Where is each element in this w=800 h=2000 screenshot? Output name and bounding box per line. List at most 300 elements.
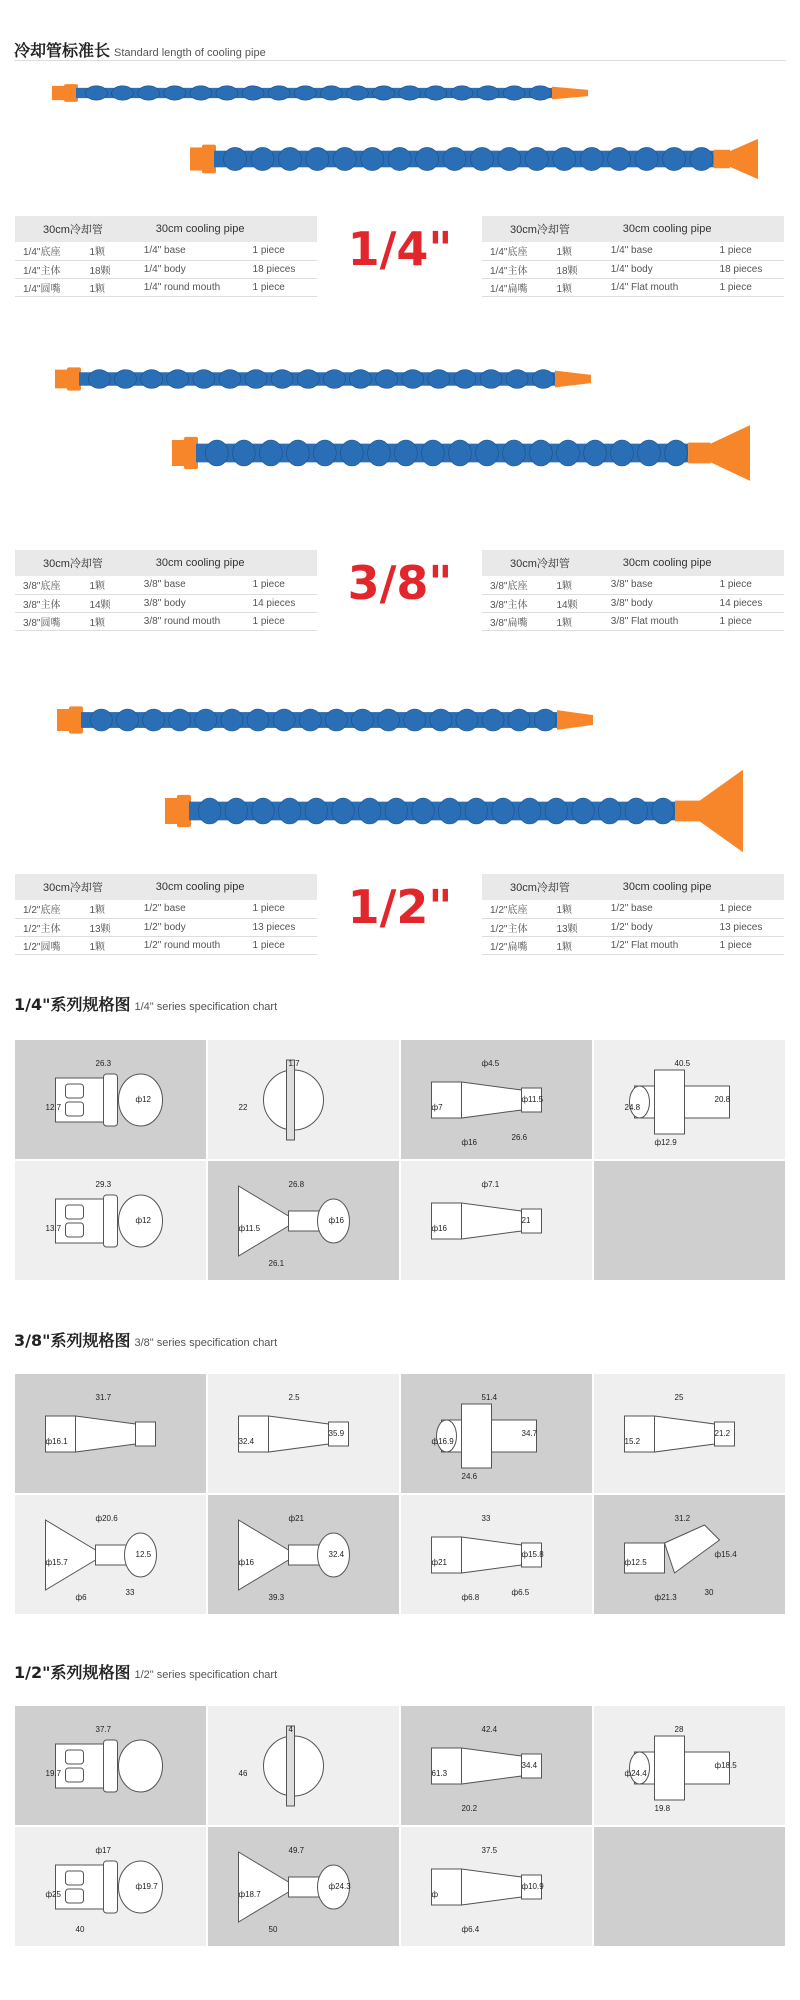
pipe-segment <box>368 440 391 466</box>
table-cell: 1颗 <box>81 612 135 630</box>
pipe-segment <box>242 86 264 100</box>
spec-chart-grid <box>15 1374 785 1614</box>
table-cell: 1颗 <box>548 612 602 630</box>
table-cell: 1/2"底座 <box>15 900 81 918</box>
pipe-segment <box>503 86 525 100</box>
dimension-label: ф6.4 <box>461 1925 480 1934</box>
dimension-label: 21 <box>521 1216 531 1225</box>
drawing-image <box>208 1495 399 1614</box>
dimension-label: 25 <box>674 1393 684 1402</box>
table-cell: 14 pieces <box>245 594 317 612</box>
dimension-label: 13.7 <box>45 1224 62 1233</box>
pipe-flat-quarter <box>190 138 760 184</box>
table-row <box>482 918 784 936</box>
table-row <box>482 576 784 594</box>
table-cell: 1/4"主体 <box>482 260 548 278</box>
pipe-flat-half <box>165 768 745 858</box>
pipe-segment <box>395 440 418 466</box>
base-nut <box>177 795 191 827</box>
pipe-segment <box>278 147 301 170</box>
table-cell: 14颗 <box>81 594 135 612</box>
round-nozzle <box>557 710 593 730</box>
pipe-segment <box>333 147 356 170</box>
pipe-segment <box>350 370 372 389</box>
pipe-segment <box>233 440 256 466</box>
pipe-segment <box>611 440 634 466</box>
drawing-image <box>15 1706 206 1825</box>
spec-drawing <box>401 1040 592 1159</box>
drawing-image <box>401 1040 592 1159</box>
table-cell: 18颗 <box>81 260 135 278</box>
pipe-segment <box>399 86 421 100</box>
nozzle-neck <box>688 443 710 464</box>
pipe-segment <box>352 709 374 731</box>
dimension-label: ф11.5 <box>238 1224 261 1233</box>
table-cell: 1颗 <box>548 576 602 594</box>
table-row <box>15 612 317 630</box>
pipe-segment <box>190 86 212 100</box>
table-cell: 3/8"底座 <box>15 576 81 594</box>
dimension-label: 33 <box>481 1514 491 1523</box>
base-thread <box>57 709 71 731</box>
spec-drawing <box>401 1161 592 1280</box>
dimension-label: 26.6 <box>511 1133 528 1142</box>
drawing-image <box>208 1827 399 1946</box>
pipe-segment <box>662 147 685 170</box>
pipe-segment <box>164 86 186 100</box>
base-thread <box>55 370 69 389</box>
table-header: 30cm cooling pipe <box>136 874 317 900</box>
dimension-label: ф16 <box>328 1216 344 1225</box>
table-row <box>482 594 784 612</box>
dimension-label: ф7 <box>431 1103 443 1112</box>
pipe-segment <box>482 709 504 731</box>
spec-drawing <box>208 1161 399 1280</box>
table-header: 30cm cooling pipe <box>136 216 317 242</box>
base-thread <box>190 147 204 170</box>
base-nut <box>69 706 83 733</box>
table-cell: 1/2"主体 <box>482 918 548 936</box>
table-cell: 1颗 <box>548 900 602 918</box>
dimension-label: ф12 <box>135 1095 151 1104</box>
pipe-segment <box>425 86 447 100</box>
table-cell: 1 piece <box>712 900 784 918</box>
table-cell: 1/2" Flat mouth <box>603 936 712 954</box>
spec-drawing <box>594 1374 785 1493</box>
pipe-segment <box>608 147 631 170</box>
pipe-segment <box>268 86 290 100</box>
pipe-segment <box>508 709 530 731</box>
table-cell: 3/8"圆嘴 <box>15 612 81 630</box>
table-cell: 3/8" Flat mouth <box>603 612 712 630</box>
pipe-segment <box>167 370 189 389</box>
empty-cell <box>594 1827 785 1946</box>
table-row <box>482 242 784 260</box>
table-cell: 3/8" base <box>603 576 712 594</box>
dimension-label: ф16 <box>461 1138 477 1147</box>
dimension-label: ф25 <box>45 1890 61 1899</box>
pipe-segment <box>477 86 499 100</box>
pipe-segment <box>278 798 300 824</box>
table-row <box>482 278 784 296</box>
drawing-image <box>401 1495 592 1614</box>
pipe-segment <box>530 440 553 466</box>
pipe-segment <box>557 440 580 466</box>
table-cell: 1 piece <box>712 278 784 296</box>
pipe-segment <box>665 440 688 466</box>
dimension-label: 34.7 <box>521 1429 538 1438</box>
drawing-image <box>401 1706 592 1825</box>
table-cell: 18 pieces <box>245 260 317 278</box>
table-cell: 1/2"主体 <box>15 918 81 936</box>
dimension-label: 24.6 <box>461 1472 478 1481</box>
pipe-segment <box>225 798 247 824</box>
table-cell: 1颗 <box>548 242 602 260</box>
pipe-segment <box>85 86 107 100</box>
dimension-label: 30 <box>704 1588 714 1597</box>
chart-title: 1/4"系列规格图 1/4" series specification chart <box>14 995 278 1014</box>
pipe-segment <box>193 370 215 389</box>
base-thread <box>52 86 66 100</box>
dimension-label: 1.7 <box>288 1059 300 1068</box>
dimension-label: 40 <box>75 1925 85 1934</box>
table-cell: 1/2"圆嘴 <box>15 936 81 954</box>
table-cell: 1 piece <box>712 936 784 954</box>
spec-drawing <box>401 1374 592 1493</box>
dimension-label: 29.3 <box>95 1180 112 1189</box>
spec-drawing <box>208 1706 399 1825</box>
pipe-segment <box>553 147 576 170</box>
size-label: 3/8" <box>347 556 453 610</box>
dimension-label: 32.4 <box>328 1550 345 1559</box>
table-cell: 3/8"主体 <box>15 594 81 612</box>
dimension-label: ф7.1 <box>481 1180 500 1189</box>
table-cell: 1 piece <box>245 576 317 594</box>
table-cell: 1/4" Flat mouth <box>603 278 712 296</box>
dimension-label: ф16.1 <box>45 1437 68 1446</box>
spec-drawing <box>401 1827 592 1946</box>
pipe-segment <box>465 798 487 824</box>
pipe-round-quarter <box>52 80 592 110</box>
base-nut <box>67 367 81 390</box>
pipe-segment <box>428 370 450 389</box>
pipe-segment <box>224 147 247 170</box>
spec-drawing <box>208 1040 399 1159</box>
pipe-segment <box>294 86 316 100</box>
table-cell: 13 pieces <box>712 918 784 936</box>
dimension-label: 20.8 <box>714 1095 731 1104</box>
pipe-segment <box>305 798 327 824</box>
dimension-label: ф15.8 <box>521 1550 544 1559</box>
table-cell: 1颗 <box>548 278 602 296</box>
empty-cell <box>594 1161 785 1280</box>
dimension-label: ф12 <box>135 1216 151 1225</box>
spec-drawing <box>401 1495 592 1614</box>
pipe-segment <box>198 798 220 824</box>
dimension-label: 15.2 <box>624 1437 641 1446</box>
spec-table-right <box>482 874 784 955</box>
pipe-segment <box>532 370 554 389</box>
dimension-label: ф19.7 <box>135 1882 158 1891</box>
dimension-label: 19.7 <box>45 1769 62 1778</box>
spec-drawing <box>15 1161 206 1280</box>
pipe-segment <box>385 798 407 824</box>
dimension-label: 31.2 <box>674 1514 691 1523</box>
spec-drawing <box>594 1495 785 1614</box>
spec-table-left <box>15 216 317 297</box>
table-cell: 1/4"主体 <box>15 260 81 278</box>
pipe-segment <box>251 147 274 170</box>
pipe-segment <box>297 370 319 389</box>
pipe-segment <box>287 440 310 466</box>
table-cell: 1/2"底座 <box>482 900 548 918</box>
table-cell: 1/4" base <box>603 242 712 260</box>
pipe-segment <box>320 86 342 100</box>
spec-chart-grid <box>15 1040 785 1280</box>
drawing-image <box>401 1374 592 1493</box>
round-nozzle <box>552 87 588 100</box>
dimension-label: ф6.8 <box>461 1593 480 1602</box>
pipe-segment <box>506 370 528 389</box>
pipe-segment <box>451 86 473 100</box>
spec-drawing <box>208 1374 399 1493</box>
table-cell: 18颗 <box>548 260 602 278</box>
table-cell: 1/4" base <box>136 242 245 260</box>
table-row <box>15 242 317 260</box>
pipe-segment <box>361 147 384 170</box>
dimension-label: 31.7 <box>95 1393 112 1402</box>
pipe-round-half <box>57 700 597 744</box>
pipe-segment <box>138 86 160 100</box>
table-cell: 3/8" round mouth <box>136 612 245 630</box>
pipe-image <box>190 138 760 180</box>
table-cell: 1/4"扁嘴 <box>482 278 548 296</box>
table-cell: 18 pieces <box>712 260 784 278</box>
dimension-label: ф4.5 <box>481 1059 500 1068</box>
pipe-segment <box>271 370 293 389</box>
dimension-label: 40.5 <box>674 1059 691 1068</box>
table-cell: 1颗 <box>81 242 135 260</box>
dimension-label: ф16 <box>238 1558 254 1567</box>
table-row <box>15 278 317 296</box>
dimension-label: ф15.7 <box>45 1558 68 1567</box>
table-row <box>482 260 784 278</box>
pipe-image <box>57 700 597 740</box>
dimension-label: 37.5 <box>481 1846 498 1855</box>
dimension-label: ф21 <box>288 1514 304 1523</box>
table-header: 30cm冷却管 <box>15 874 136 900</box>
table-cell: 14 pieces <box>712 594 784 612</box>
dimension-label: ф21 <box>431 1558 447 1567</box>
dimension-label: 21.2 <box>714 1429 731 1438</box>
spec-table-right <box>482 216 784 297</box>
table-cell: 1颗 <box>81 900 135 918</box>
pipe-segment <box>112 86 134 100</box>
drawing-image <box>208 1374 399 1493</box>
chart-title: 3/8"系列规格图 3/8" series specification chart <box>14 1331 278 1350</box>
divider <box>14 60 786 61</box>
pipe-segment <box>216 86 238 100</box>
flat-nozzle <box>696 770 743 853</box>
pipe-segment <box>221 709 243 731</box>
dimension-label: ф16.9 <box>431 1437 454 1446</box>
pipe-segment <box>430 709 452 731</box>
dimension-label: 28 <box>674 1725 684 1734</box>
dimension-label: 49.7 <box>288 1846 305 1855</box>
size-label: 1/2" <box>347 880 453 934</box>
pipe-segment <box>245 370 267 389</box>
pipe-segment <box>325 709 347 731</box>
dimension-label: 20.2 <box>461 1804 478 1813</box>
round-nozzle <box>555 371 591 388</box>
table-cell: 1/4" body <box>603 260 712 278</box>
table-cell: 1 piece <box>245 242 317 260</box>
dimension-label: 37.7 <box>95 1725 112 1734</box>
pipe-segment <box>449 440 472 466</box>
pipe-segment <box>169 709 191 731</box>
table-cell: 1颗 <box>548 936 602 954</box>
base-nut <box>64 84 78 102</box>
table-cell: 1/2" base <box>136 900 245 918</box>
table-header: 30cm冷却管 <box>482 216 603 242</box>
dimension-label: 42.4 <box>481 1725 498 1734</box>
dimension-label: ф16 <box>431 1224 447 1233</box>
table-cell: 3/8" body <box>136 594 245 612</box>
table-cell: 1/4" body <box>136 260 245 278</box>
table-cell: 1/2" body <box>603 918 712 936</box>
table-row <box>15 576 317 594</box>
drawing-image <box>15 1161 206 1280</box>
pipe-segment <box>580 147 603 170</box>
pipe-segment <box>373 86 395 100</box>
table-cell: 1 piece <box>712 612 784 630</box>
dimension-label: 19.8 <box>654 1804 671 1813</box>
dimension-label: ф12.9 <box>654 1138 677 1147</box>
table-cell: 1/2" body <box>136 918 245 936</box>
pipe-segment <box>652 798 674 824</box>
pipe-image <box>165 768 745 854</box>
nozzle-neck <box>714 150 730 168</box>
pipe-segment <box>456 709 478 731</box>
table-row <box>482 936 784 954</box>
spec-drawing <box>15 1706 206 1825</box>
pipe-segment <box>598 798 620 824</box>
dimension-label: 22 <box>238 1103 248 1112</box>
drawing-image <box>594 1706 785 1825</box>
drawing-image <box>594 1040 785 1159</box>
table-cell: 13颗 <box>81 918 135 936</box>
drawing-image <box>594 1374 785 1493</box>
pipe-segment <box>378 709 400 731</box>
spec-drawing <box>15 1040 206 1159</box>
dimension-label: ф24.4 <box>624 1769 647 1778</box>
page-title: 冷却管标准长 Standard length of cooling pipe <box>14 41 266 60</box>
pipe-segment <box>412 798 434 824</box>
table-cell: 13 pieces <box>245 918 317 936</box>
table-header: 30cm cooling pipe <box>603 216 784 242</box>
flat-nozzle <box>728 139 758 179</box>
table-cell: 1 piece <box>245 936 317 954</box>
table-cell: 1 piece <box>712 576 784 594</box>
pipe-segment <box>503 440 526 466</box>
pipe-segment <box>376 370 398 389</box>
table-cell: 14颗 <box>548 594 602 612</box>
dimension-label: ф10.9 <box>521 1882 544 1891</box>
pipe-segment <box>404 709 426 731</box>
table-cell: 1/2" base <box>603 900 712 918</box>
spec-drawing <box>594 1040 785 1159</box>
table-cell: 1 piece <box>712 242 784 260</box>
pipe-segment <box>195 709 217 731</box>
dimension-label: 4 <box>288 1725 293 1734</box>
pipe-image <box>52 80 592 106</box>
table-row <box>15 936 317 954</box>
base-nut <box>202 145 216 174</box>
pipe-segment <box>252 798 274 824</box>
drawing-image <box>208 1040 399 1159</box>
table-cell: 3/8" base <box>136 576 245 594</box>
pipe-segment <box>323 370 345 389</box>
table-cell: 1/4"底座 <box>482 242 548 260</box>
base-thread <box>172 440 186 466</box>
dimension-label: ф <box>431 1890 439 1899</box>
table-header: 30cm冷却管 <box>15 550 136 576</box>
pipe-segment <box>332 798 354 824</box>
pipe-segment <box>141 370 163 389</box>
table-header: 30cm冷却管 <box>15 216 136 242</box>
pipe-segment <box>206 440 229 466</box>
drawing-image <box>15 1040 206 1159</box>
table-cell: 1颗 <box>81 936 135 954</box>
table-row <box>15 900 317 918</box>
pipe-segment <box>534 709 556 731</box>
dimension-label: 33 <box>125 1588 135 1597</box>
pipe-segment <box>299 709 321 731</box>
table-cell: 3/8" body <box>603 594 712 612</box>
table-cell: 1/2" round mouth <box>136 936 245 954</box>
table-row <box>482 900 784 918</box>
dimension-label: ф15.4 <box>714 1550 737 1559</box>
pipe-segment <box>572 798 594 824</box>
dimension-label: 51.4 <box>481 1393 498 1402</box>
table-row <box>482 612 784 630</box>
spec-table-left <box>15 550 317 631</box>
dimension-label: 34.4 <box>521 1761 538 1770</box>
drawing-image <box>594 1495 785 1614</box>
drawing-image <box>401 1827 592 1946</box>
dimension-label: 32.4 <box>238 1437 255 1446</box>
pipe-segment <box>306 147 329 170</box>
pipe-segment <box>470 147 493 170</box>
table-cell: 1/2"扁嘴 <box>482 936 548 954</box>
table-row <box>15 260 317 278</box>
dimension-label: 61.3 <box>431 1769 448 1778</box>
dimension-label: ф12.5 <box>624 1558 647 1567</box>
pipe-segment <box>529 86 551 100</box>
drawing-image <box>401 1161 592 1280</box>
pipe-segment <box>388 147 411 170</box>
pipe-segment <box>260 440 283 466</box>
table-cell: 1 piece <box>245 278 317 296</box>
table-row <box>15 594 317 612</box>
dimension-label: 26.3 <box>95 1059 112 1068</box>
spec-drawing <box>594 1706 785 1825</box>
pipe-segment <box>476 440 499 466</box>
pipe-segment <box>443 147 466 170</box>
dimension-label: ф24.3 <box>328 1882 351 1891</box>
pipe-segment <box>143 709 165 731</box>
drawing-image <box>208 1161 399 1280</box>
